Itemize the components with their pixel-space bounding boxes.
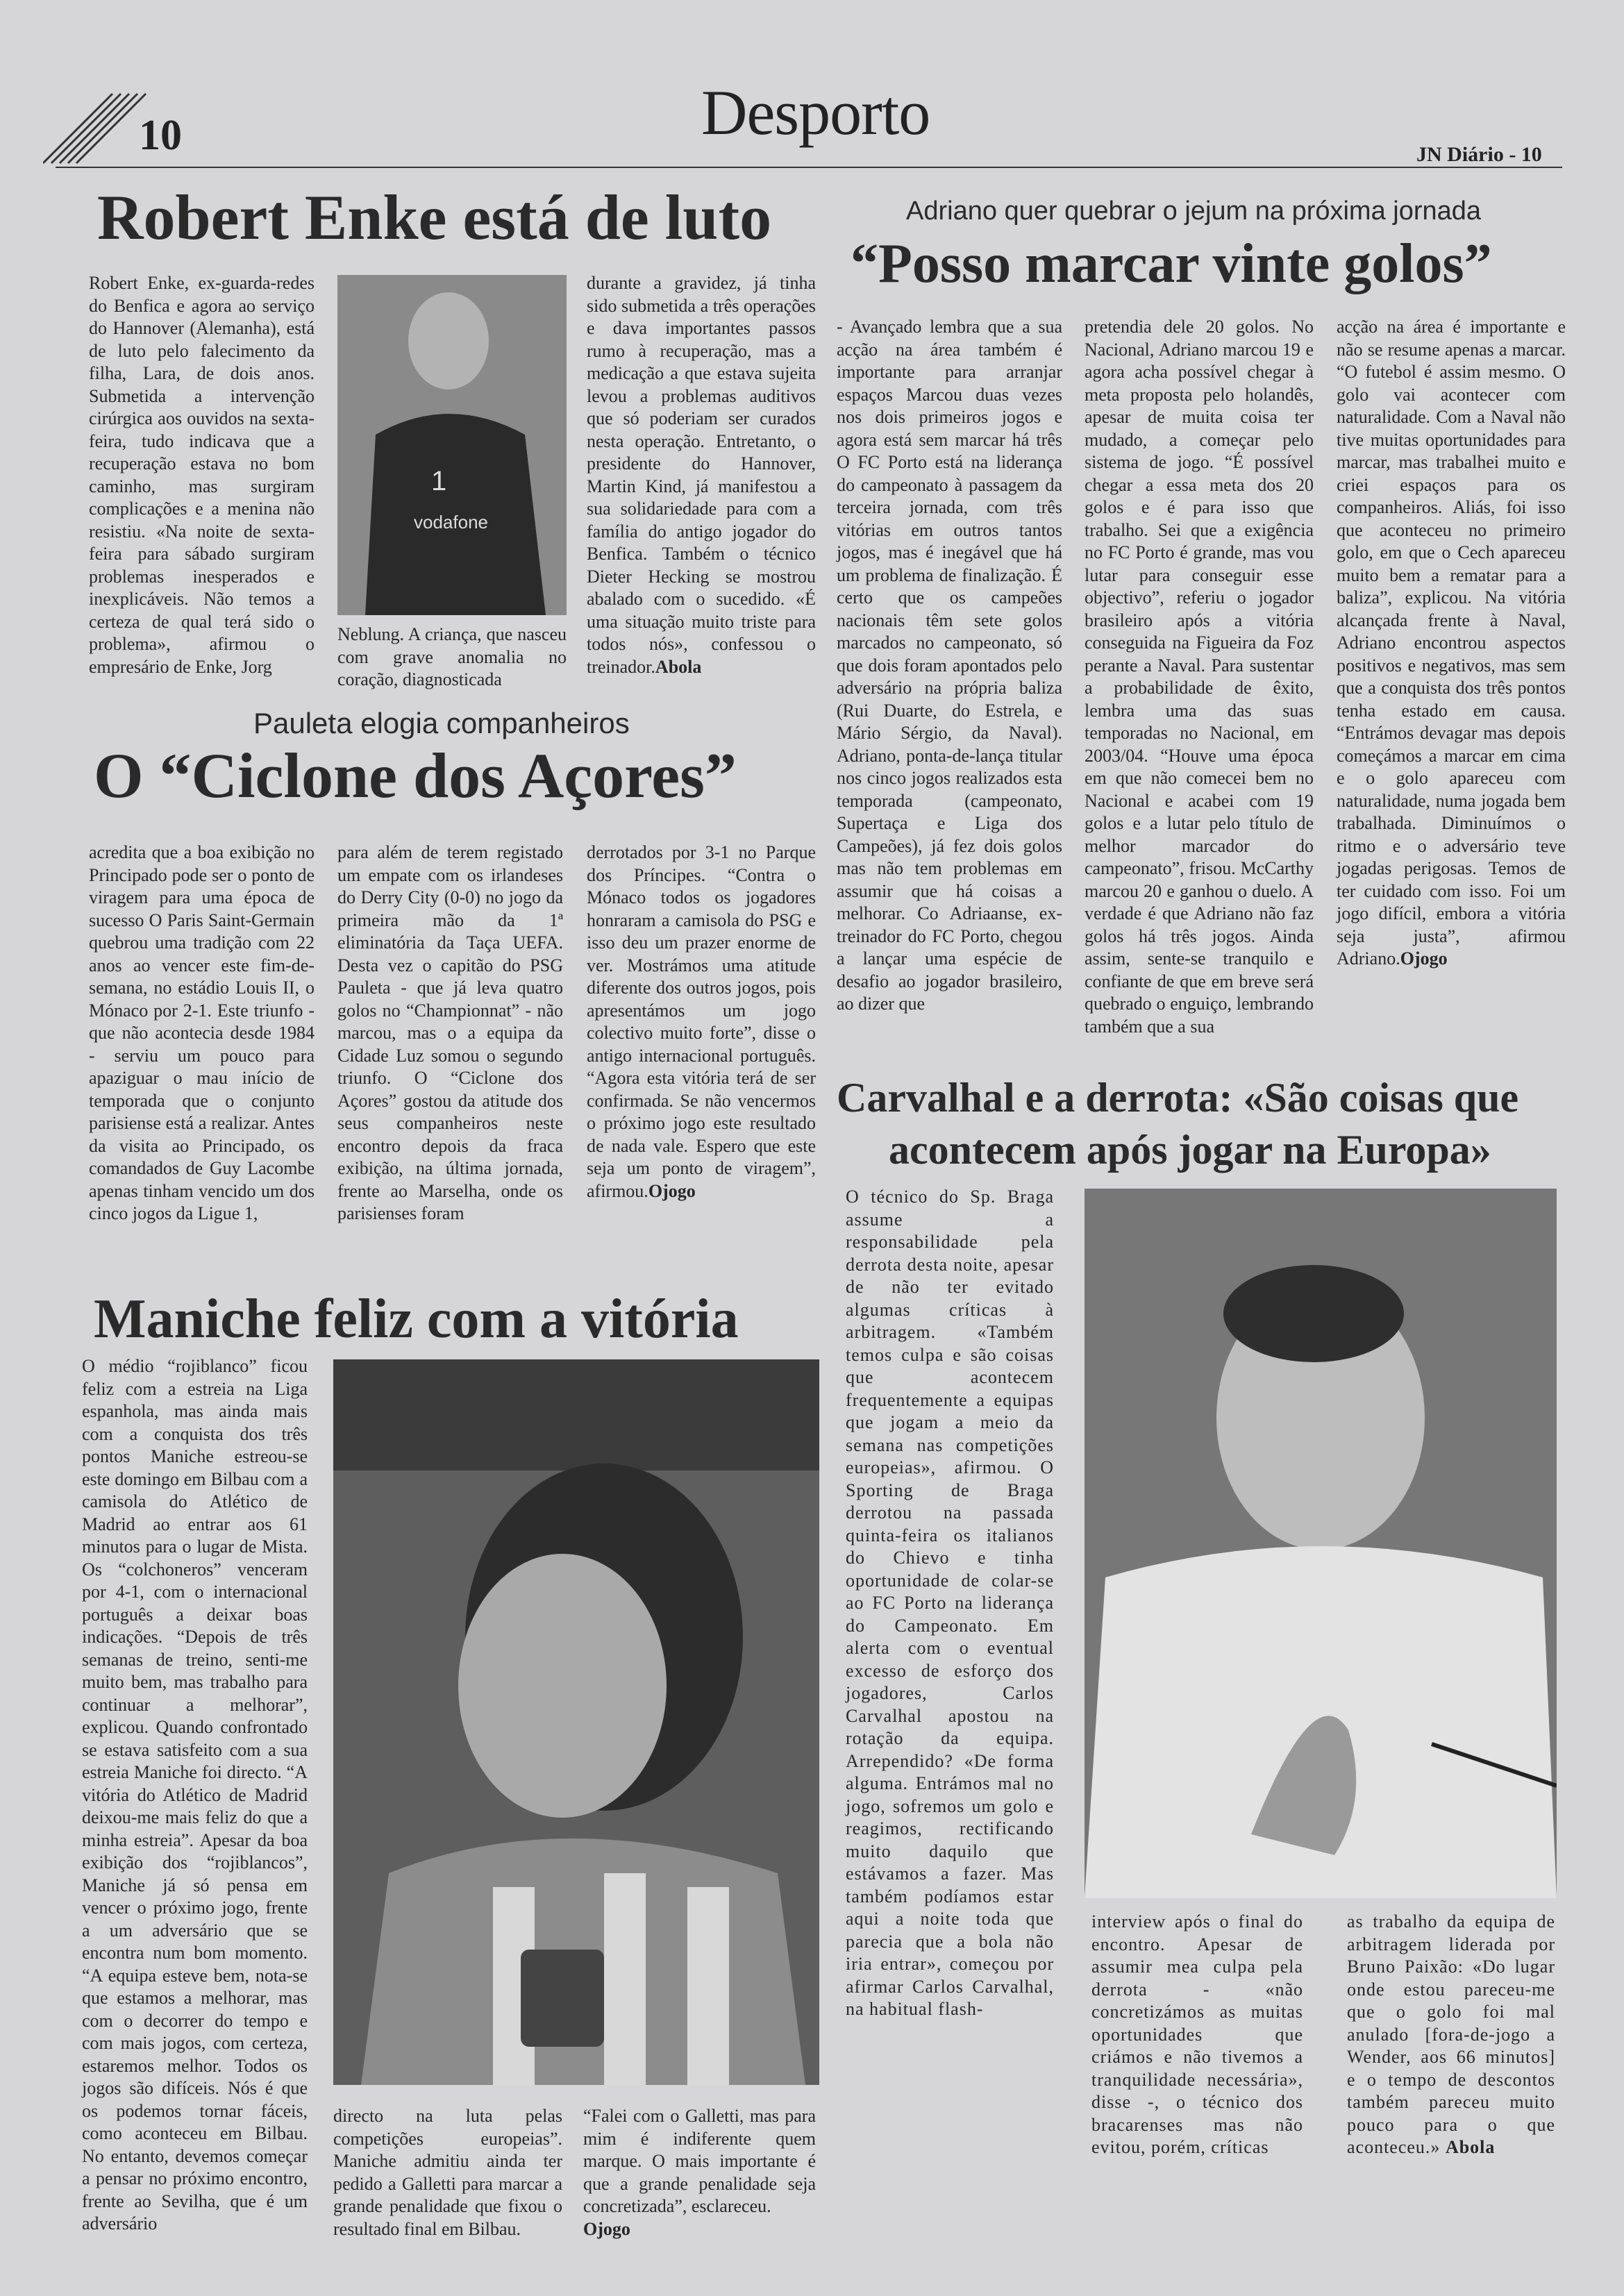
headline-carvalhal-1: Carvalhal e a derrota: «São coisas que: [837, 1075, 1519, 1121]
player-portrait-icon: [333, 1359, 819, 2085]
enke-col-3: durante a gravidez, já tinha sido submetida a três operações e dava importantes passos rumo à recuperação, mas a medicação a que estava sujeita levou a problemas auditivos que só poderiam ser curados nesta operação. Entretanto, o presidente do Hannover, Martin Kind, já manifestou a sua solidariedade para com a família do antigo jogador do Benfica. Também o técnico Dieter Hecking se mostrou abalado com o sucedido. «É uma situação muito triste para todos nós», confessou o treinador.Abola: [587, 273, 816, 677]
enke-col-2: Neblung. A criança, que nasceu com grave anomalia no coração, diagnosticada: [337, 624, 567, 689]
svg-text:vodafone: vodafone: [414, 512, 488, 533]
signature: Ojogo: [648, 1180, 696, 1201]
maniche-col-1: O médio “rojiblanco” ficou feliz com a estreia na Liga espanhola, mas ainda mais com a conquista dos três pontos Maniche estreou-se este domingo em Bilbau com a camisola do Atlético de Madrid ao entrar aos 61 minutos para o lugar de Mista. Os “colchoneros” venceram por 4-1, com o internacional português a deixar boas indicações. “Depois de três semanas de treino, senti-me muito bem, mas trabalho para continuar a melhorar”, explicou. Quando confrontado se estava satisfeito com a sua estreia Maniche foi directo. “A vitória do Atlético de Madrid deixou-me mais feliz do que a minha estreia”. Apesar da boa exibição dos “rojiblancos”, Maniche já só pensa em vencer o próximo jogo, frente a um adversário que se encontra num bom momento. “A equipa esteve bem, nota-se que estamos a melhorar, mas com o decorrer do tempo e com mais jogos, com certeza, estaremos melhor. Todos os jogos são difíceis. Nós é que os podemos tornar fáceis, como aconteceu em Bilbau. No entanto, devemos começar a pensar no próximo encontro, frente ao Sevilha, que é um adversário: [82, 1356, 308, 2234]
signature: Abola: [655, 656, 702, 677]
adriano-col-2: pretendia dele 20 golos. No Nacional, Adriano marcou 19 e agora acha possível chegar à meta proposta pelo holandês, apesar de muita coisa ter mudado, a começar pelo sistema de jogo. “É possível chegar a essa meta dos 20 golos e é para isso que trabalho. Sei que a exigência no FC Porto é grande, mas vou lutar para conseguir esse objectivo”, referiu o jogador brasileiro após a vitória conseguida na Figueira da Foz perante a Naval. Para sustentar a probabilidade de êxito, lembra uma das suas temporadas no Nacional, em 2003/04. “Houve uma época em que não comecei bem no Nacional e acabei com 19 golos e a lutar pelo título de melhor marcador do campeonato”, frisou. McCarthy marcou 20 e ganhou o duelo. A verdade é que Adriano não faz golos há três jogos. Ainda assim, sente-se tranquilo e confiante de que em breve será quebrado o enguiço, lembrando também que a sua: [1085, 317, 1314, 1037]
carvalhal-col-1: O técnico do Sp. Braga assume a responsabilidade pela derrota desta noite, apesar de não ter evitado algumas críticas à arbitragem. «Também temos culpa e são coisas que acontecem frequentemente a equipas que jogam a meio da semana nas competições europeias», afirmou. O Sporting de Braga derrotou na passada quinta-feira os italianos do Chievo e tinha oportunidade de colar-se ao FC Porto na liderança do Campeonato. Em alerta com o eventual excesso de esforço dos jogadores, Carlos Carvalhal apostou na rotação da equipa. Arrependido? «De forma alguma. Entrámos mal no jogo, sofremos um golo e reagimos, rectificando muito daquilo que estávamos a fazer. Mas também podíamos estar aqui a noite toda que parecia que a bola não iria entrar», começou por afirmar Carlos Carvalhal, na habitual flash-: [846, 1187, 1054, 2019]
carvalhal-col-2: interview após o final do encontro. Apesar de assumir mea culpa pela derrota - «não concretizámos as muitas oportunidades que criámos e não tivemos a tranquilidade necessária», disse -, o técnico dos bracarenses mas não evitou, porém, críticas: [1091, 1911, 1303, 2157]
page-label: JN Diário - 10: [1416, 143, 1542, 166]
adriano-col-3: acção na área é importante e não se resume apenas a marcar. “O futebol é assim mesmo. O golo vai acontecer com naturalidade. Com a Naval não tive muitas oportunidades para marcar, mas trabalhei muito e criei espaços para os companheiros. Aliás, foi isso que aconteceu no primeiro golo, em que o Cech apareceu muito bem a rematar para a baliza”, explicou. Na vitória alcançada frente à Naval, Adriano encontrou aspectos positivos e negativos, mas sem que a conquista dos três pontos tenha estado em causa. “Entrámos devagar mas depois começámos a marcar em cima e o golo apareceu com naturalidade, numa jogada bem trabalhada. Diminuímos o ritmo e o adversário teve jogadas perigosas. Temos de ter cuidado com isso. Foi um jogo difícil, embora a vitória seja justa”, afirmou Adriano.Ojogo: [1337, 317, 1566, 969]
enke-col-1: Robert Enke, ex-guarda-redes do Benfica e agora ao serviço do Hannover (Alemanha), está de luto pelo falecimento da filha, Lara, de dois anos. Submetida a intervenção cirúrgica aos ouvidos na sexta-feira, tudo indicava que a recuperação estava no bom caminho, mas surgiram complicações e a menina não resistiu. «Na noite de sexta-feira para sábado surgiram problemas inesperados e inexplicáveis. Não temos a certeza de qual terá sido o problema», afirmou o empresário de Enke, Jorg: [89, 273, 315, 677]
header-rule: [56, 167, 1562, 168]
section-title: Desporto: [701, 77, 930, 148]
pauleta-col-2: para além de terem registado um empate com os irlandeses do Derry City (0-0) no jogo da primeira mão da 1ª eliminatória da Taça UEFA. Desta vez o capitão do PSG Pauleta - que já leva quatro golos no “Championnat” - não marcou, mas o a equipa da Cidade Luz somou o segundo triunfo. O “Ciclone dos Açores” gostou da atitude dos seus companheiros neste encontro depois da fraca exibição, na última jornada, frente ao Marselha, onde os parisienses foram: [337, 842, 563, 1223]
carvalhal-col-3: as trabalho da equipa de arbitragem liderada por Bruno Paixão: «Do lugar onde estou pareceu-me que o golo foi mal anulado [fora-de-jogo a Wender, aos 66 minutos] e o tempo de descontos também pareceu muito pouco para o que aconteceu.» Abola: [1347, 1911, 1555, 2157]
svg-text:1: 1: [431, 466, 447, 496]
enke-photo: [337, 275, 567, 615]
signature: Abola: [1445, 2137, 1496, 2157]
kicker-adriano: Adriano quer quebrar o jejum na próxima jornada: [906, 196, 1482, 226]
pauleta-col-3: derrotados por 3-1 no Parque dos Príncipes. “Contra o Mónaco todos os jogadores honraram a camisola do PSG e isso deu um prazer enorme de ver. Mostrámos uma atitude diferente dos outros jogos, pois apresentámos um jogo colectivo muito forte”, disse o antigo internacional português. “Agora esta vitória terá de ser confirmada. Se não vencermos o próximo jogo este resultado de nada vale. Espero que este seja um ponto de viragem”, afirmou.Ojogo: [587, 842, 816, 1201]
pauleta-col-1: acredita que a boa exibição no Principado pode ser o ponto de viragem para uma época de sucesso O Paris Saint-Germain quebrou uma tradição com 22 anos ao vencer este fim-de-semana, no estádio Louis II, o Mónaco por 2-1. Este triunfo - que não acontecia desde 1984 - serviu um pouco para apaziguar o mau início de temporada que o conjunto parisiense está a realizar. Antes da visita ao Principado, os comandados de Guy Lacombe apenas tinham vencido um dos cinco jogos da Ligue 1,: [89, 842, 315, 1223]
page-number: 10: [139, 112, 182, 159]
maniche-col-2: directo na luta pelas competições europeias”. Maniche admitiu ainda ter pedido a Galletti para marcar a grande penalidade que fixou o resultado final em Bilbau.: [333, 2106, 562, 2239]
player-silhouette-icon: [337, 275, 567, 615]
carvalhal-photo: [1085, 1189, 1557, 1898]
headline-maniche: Maniche feliz com a vitória: [94, 1289, 739, 1350]
headline-pauleta: O “Ciclone dos Açores”: [94, 740, 737, 811]
signature: Ojogo: [583, 2218, 630, 2239]
maniche-photo: [333, 1359, 819, 2085]
headline-adriano: “Posso marcar vinte golos”: [851, 233, 1492, 294]
kicker-pauleta: Pauleta elogia companheiros: [253, 707, 630, 739]
headline-enke: Robert Enke está de luto: [97, 182, 772, 253]
headline-carvalhal-2: acontecem após jogar na Europa»: [889, 1127, 1491, 1173]
adriano-col-1: - Avançado lembra que a sua acção na área também é importante para arranjar espaços Marcou duas vezes nos dois primeiros jogos e agora está sem marcar há três O FC Porto está na liderança do campeonato à passagem da terceira jornada, com três vitórias em outros tantos jogos, mas é inegável que há um problema de finalização. É certo que os campeões nacionais têm sete golos marcados no campeonato, só que dois foram apontados pelo adversário na própria baliza (Rui Duarte, do Estrela, e Mário Sérgio, da Naval). Adriano, ponta-de-lança titular nos cinco jogos realizados esta temporada (campeonato, Supertaça e Liga dos Campeões), já fez dois golos mas não tem problemas em assumir que há coisas a melhorar. Co Adriaanse, ex-treinador do FC Porto, chegou a lançar uma espécie de desafio ao jogador brasileiro, ao dizer que: [837, 317, 1062, 1014]
coach-portrait-icon: [1085, 1189, 1557, 1898]
maniche-col-3: “Falei com o Galletti, mas para mim é indiferente quem marque. O mais importante é que a grande penalidade seja concretizada”, esclareceu. Ojogo: [583, 2105, 816, 2240]
signature: Ojogo: [1400, 948, 1448, 969]
